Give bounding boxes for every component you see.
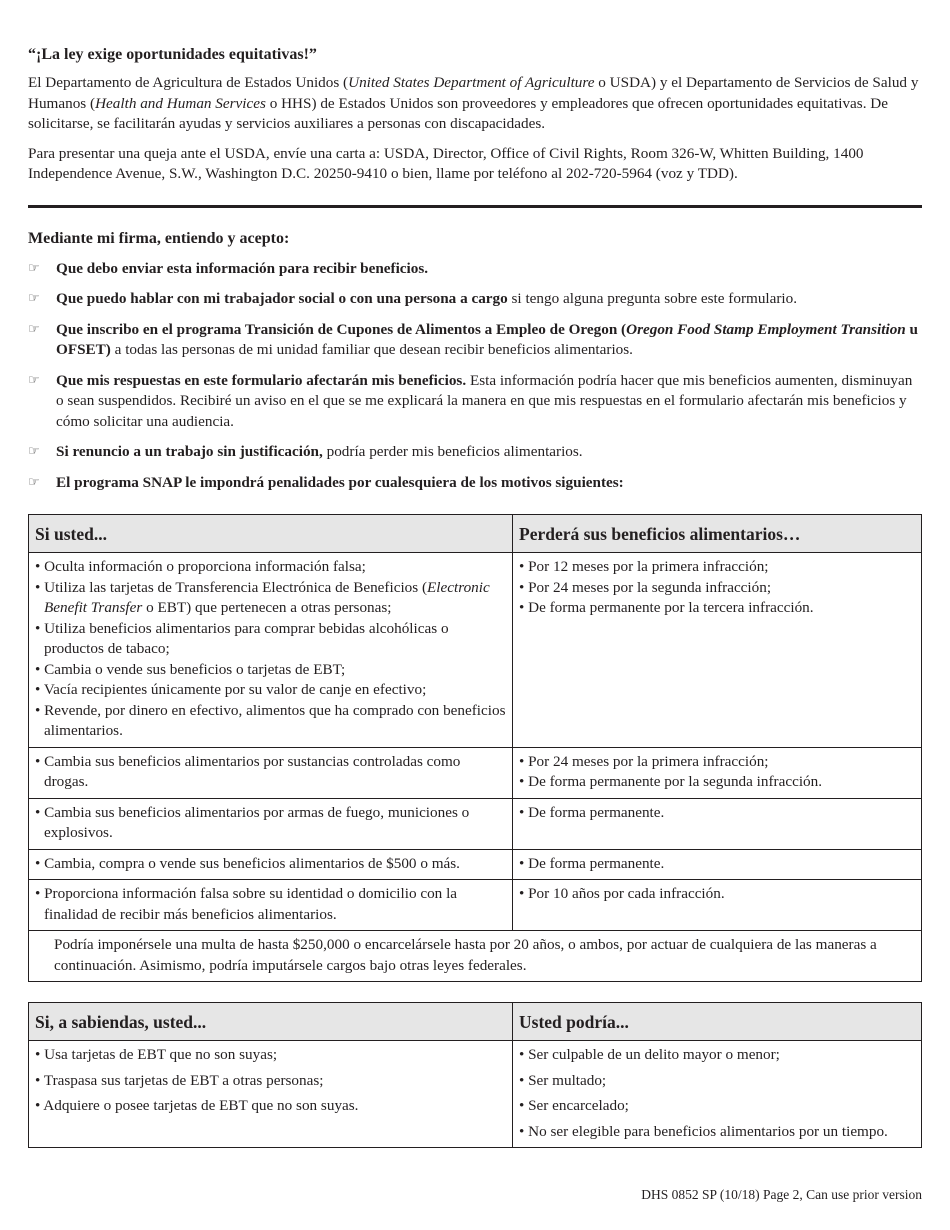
column-header-you-could: Usted podría...: [513, 1003, 922, 1041]
section-divider: [28, 205, 922, 208]
table-cell: • Proporciona información falsa sobre su identidad o domicilio con la finalidad de recibir más beneficios alimentarios.: [29, 880, 513, 931]
table-row: [29, 798, 922, 849]
pointing-hand-icon: ☞: [28, 321, 40, 337]
pointing-hand-icon: ☞: [28, 474, 40, 490]
table-cell: • Cambia sus beneficios alimentarios por armas de fuego, municiones o explosivos.: [29, 798, 513, 849]
table-row: [29, 1041, 922, 1148]
table-header-row: [29, 515, 922, 553]
table-row: [29, 931, 922, 982]
pointing-hand-icon: ☞: [28, 372, 40, 388]
penalty-table: [28, 514, 922, 982]
list-item: ☞ Que mis respuestas en este formulario afectarán mis beneficios. Esta información podría hacer que mis beneficios aumenten, disminuyan o sean suspendidos. Recibiré un aviso en el que se me explicará la manera en que mis respuestas en el formulario afectarán mis beneficios y cómo solicitar una audiencia.: [28, 371, 913, 430]
table-cell: • Cambia, compra o vende sus beneficios alimentarios de $500 o más.: [29, 849, 513, 880]
table-cell: • Usa tarjetas de EBT que no son suyas; • Traspasa sus tarjetas de EBT a otras personas; • Adquiere o posee tarjetas de EBT que no son suyas.: [29, 1041, 513, 1148]
federal-penalty-note: Podría imponérsele una multa de hasta $250,000 o encarcelársele hasta por 20 años, o ambos, por actuar de cualquiera de las maneras a continuación. Asimismo, podría imputársele cargos bajo otras leyes federales.: [29, 931, 922, 982]
pointing-hand-icon: ☞: [28, 444, 40, 459]
table-row: [29, 747, 922, 798]
signature-section-title: Mediante mi firma, entiendo y acepto:: [28, 229, 290, 247]
table-cell: • Por 12 meses por la primera infracción; • Por 24 meses por la segunda infracción; • De forma permanente por la tercera infracción.: [513, 553, 922, 748]
knowingly-table: [28, 1002, 922, 1148]
form-footer: DHS 0852 SP (10/18) Page 2, Can use prior version: [641, 1187, 922, 1202]
table-row: [29, 553, 922, 748]
list-item: ☞ Si renuncio a un trabajo sin justificación, podría perder mis beneficios alimentarios.: [28, 442, 922, 463]
table-cell: • Ser culpable de un delito mayor o menor; • Ser multado; • Ser encarcelado; • No ser elegible para beneficios alimentarios por un tiempo.: [513, 1041, 922, 1148]
table-cell: • Cambia sus beneficios alimentarios por sustancias controladas como drogas.: [29, 747, 513, 798]
pointing-hand-icon: ☞: [28, 291, 40, 306]
table-header-row: [29, 1003, 922, 1041]
list-item: ☞ Que debo enviar esta información para recibir beneficios.: [28, 259, 922, 280]
table-row: [29, 849, 922, 880]
list-item: ☞ El programa SNAP le impondrá penalidades por cualesquiera de los motivos siguientes:: [28, 473, 922, 494]
list-item: ☞ Que puedo hablar con mi trabajador social o con una persona a cargo si tengo alguna pregunta sobre este formulario.: [28, 289, 922, 310]
table-cell: • De forma permanente.: [513, 849, 922, 880]
table-cell: • Por 24 meses por la primera infracción; • De forma permanente por la segunda infracción.: [513, 747, 922, 798]
column-header-lose-benefits: Perderá sus beneficios alimentarios…: [513, 515, 922, 553]
table-cell: • Por 10 años por cada infracción.: [513, 880, 922, 931]
table-row: [29, 880, 922, 931]
table-cell: • Oculta información o proporciona información falsa; • Utiliza las tarjetas de Transferencia Electrónica de Beneficios (Electronic Benefit Transfer o EBT) que pertenecen a otras personas; • Utiliza beneficios alimentarios para comprar bebidas alcohólicas o productos de tabaco; • Cambia o vende sus beneficios o tarjetas de EBT; • Vacía recipientes únicamente por su valor de canje en efectivo; • Revende, por dinero en efectivo, alimentos que ha comprado con beneficios alimentarios.: [29, 553, 513, 748]
pointing-hand-icon: ☞: [28, 260, 40, 276]
column-header-if-knowingly: Si, a sabiendas, usted...: [29, 1003, 513, 1041]
equal-opportunity-title: “¡La ley exige oportunidades equitativas!”: [28, 46, 317, 63]
form-page: [28, 44, 922, 1148]
list-item: ☞ Que inscribo en el programa Transición de Cupones de Alimentos a Empleo de Oregon (Oregon Food Stamp Employment Transition u OFSET) a todas las personas de mi unidad familiar que desean recibir beneficios alimentarios.: [28, 320, 918, 358]
column-header-if-you: Si usted...: [29, 515, 513, 553]
table-cell: • De forma permanente.: [513, 798, 922, 849]
signature-bullet-list: [28, 259, 922, 494]
equal-opportunity-paragraph: El Departamento de Agricultura de Estados Unidos (United States Department of Agriculture o USDA) y el Departamento de Servicios de Salud y Humanos (Health and Human Services o HHS) de Estados Unidos son proveedores y empleadores que ofrecen oportunidades equitativas. De solicitarse, se facilitarán ayudas y servicios auxiliares a personas con discapacidades.: [28, 74, 919, 132]
complaint-paragraph: Para presentar una queja ante el USDA, envíe una carta a: USDA, Director, Office of Civil Rights, Room 326-W, Whitten Building, 1400 Independence Avenue, S.W., Washington D.C. 20250-9410 o bien, llame por teléfono al 202-720-5964 (voz y TDD).: [28, 144, 864, 182]
